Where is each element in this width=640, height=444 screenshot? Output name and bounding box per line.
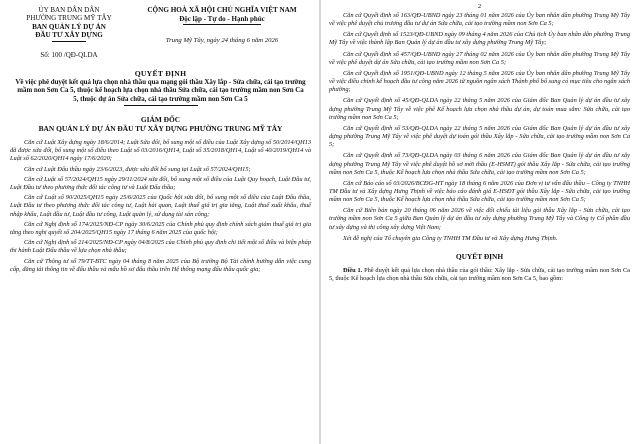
legal-basis-paragraph: Căn cứ Quyết định số 1951/QĐ-UBND ngày 12 tháng 5 năm 2026 của Ủy ban nhân dân phường Trung Mỹ Tây về việc điều chỉnh kế hoạch đầu tư công năm 2026 từ nguồn ngân sách Thành phố bổ sung có mục tiêu cho ngân sách phường; xyxy=(329,69,630,94)
decision-subject: Về việc phê duyệt kết quả lựa chọn nhà thầu qua mạng gói thầu Xây lắp - Sửa chữa, cải tạo trường mầm non Sơn Ca 5, thuộc kế hoạch lựa chọn nhà thầu Sửa chữa, cải tạo trường mầm non Sơn Ca 5, thuộc dự án Sửa chữa, cải tạo trường mầm non Sơn Ca 5 xyxy=(15,79,306,103)
article-1-text: Phê duyệt kết quả lựa chọn nhà thầu của gói thầu: Xây lắp - Sửa chữa, cải tạo trường mầm non Sơn Ca 5, thuộc Kế hoạch lựa chọn nhà thầu Sửa chữa, cải tạo trường mầm non Sơn Ca 5, bao gồm: xyxy=(329,266,630,283)
page-2 xyxy=(321,0,640,444)
legal-basis-list xyxy=(10,139,311,274)
authority-body: BAN QUẢN LÝ DỰ ÁN ĐẦU TƯ XÂY DỰNG PHƯỜNG TRUNG MỸ TÂY xyxy=(38,123,283,133)
motto-underline xyxy=(183,24,261,25)
legal-basis-paragraph: Căn cứ Quyết định số 163/QĐ-UBND ngày 23 tháng 01 năm 2026 của Ủy ban nhân dân phường Trung Mỹ Tây về việc phê duyệt chủ trương đầu tư dự án Sửa chữa, cải tạo trường mầm non Sơn Ca 5; xyxy=(329,12,630,28)
decision-heading: QUYẾT ĐỊNH xyxy=(455,251,504,261)
legal-basis-paragraph: Căn cứ Luật số 90/2025/QH15 ngày 25/6/2025 của Quốc hội sửa đổi, bổ sung một số điều của Luật Đấu thầu, Luật Đầu tư theo phương thức đối tác công tư, Luật hải quan, Luật thuế giá trị gia tăng, Luật thuế xuất khẩu, thuế nhập khẩu, Luật đầu tư, Luật đầu tư công, Luật quản lý, sử dụng tài sản công; xyxy=(10,194,311,218)
legal-basis-paragraph: Căn cứ Báo cáo số 03/2026/BCĐG-HT ngày 18 tháng 6 năm 2026 của Đơn vị tư vấn đấu thầu – Công ty TNHH TM Đầu tư và Xây dựng Hưng Thịnh về việc báo cáo đánh giá E-HSĐT gói thầu Xây lắp - Sửa chữa, cải tạo trường mầm non Sơn Ca 5, thuộc Kế hoạch lựa chọn nhà thầu Sửa chữa, cải tạo trường mầm non Sơn Ca 5; xyxy=(329,179,630,204)
legal-basis-list-continued xyxy=(329,12,630,243)
agency-line-1: ỦY BAN DÂN DÂN xyxy=(38,6,100,14)
article-1-label: Điều 1. xyxy=(343,266,363,274)
legal-basis-paragraph: Căn cứ Nghị định số 214/2025/NĐ-CP ngày 04/8/2025 của Chính phủ quy định chi tiết một số điều và biện pháp thi hành Luật Đấu thầu về lựa chọn nhà thầu; xyxy=(10,239,311,255)
subject-underline xyxy=(124,105,198,106)
issue-date: Trung Mỹ Tây, ngày 24 tháng 6 năm 2026 xyxy=(165,37,279,44)
authority-title: GIÁM ĐỐC xyxy=(140,114,181,124)
legal-basis-paragraph: Căn cứ Luật số 57/2024/QH15 ngày 29/11/2024 sửa đổi, bổ sung một số điều của Luật Quy hoạch, Luật Đầu tư, Luật Đầu tư theo phương thức đối tác công tư và Luật Đấu thầu; xyxy=(10,175,311,191)
legal-basis-paragraph: Căn cứ Quyết định số 1523/QĐ-UBND ngày 09 tháng 4 năm 2026 của Chủ tịch Ủy ban nhân dân phường Trung Mỹ Tây về việc thành lập Ban Quản lý dự án đầu tư xây dựng phường Trung Mỹ Tây; xyxy=(329,31,630,47)
legal-basis-paragraph: Căn cứ Quyết định số 457/QĐ-UBND ngày 27 tháng 02 năm 2026 của Ủy ban nhân dân phường Trung Mỹ Tây về việc phê duyệt dự án Sửa chữa, cải tạo trường mầm non Sơn Ca 5; xyxy=(329,50,630,66)
decision-title: QUYẾT ĐỊNH xyxy=(134,69,187,79)
agency-line-2: PHƯỜNG TRUNG MỸ TÂY xyxy=(26,14,112,23)
page-number: 2 xyxy=(477,3,482,10)
legal-basis-paragraph: Căn cứ Biên bản ngày 20 tháng 06 năm 2026 về việc đối chiếu tài liệu gói thầu Xây lắp - Sửa chữa, cải tạo trường mầm non Sơn Ca 5 giữa Ban Quản lý dự án đầu tư xây dựng phường Trung Mỹ Tây và Công ty Cổ phần đầu tư xây dựng và thi công xây dựng Việt Nam; xyxy=(329,207,630,231)
legal-basis-paragraph: Căn cứ Nghị định số 174/2025/NĐ-CP ngày 30/6/2025 của Chính phủ quy định chính sách giảm thuế giá trị gia tăng theo nghị quyết số 204/2025/QH15 ngày 17 tháng 6 năm 2025 của quốc hội; xyxy=(10,220,311,236)
agency-underline xyxy=(52,41,86,42)
document-number: Số: 100 /QĐ-QLDA xyxy=(40,50,98,59)
legal-basis-paragraph: Căn cứ Quyết định số 45/QĐ-QLDA ngày 22 tháng 5 năm 2026 của Giám đốc Ban Quản lý dự án đầu tư xây dựng phường Trung Mỹ Tây về việc phê Kế hoạch lựa chọn nhà thầu dự án, dự toán mua sắm: Sửa chữa, cải tạo trường mầm non Sơn Ca 5; xyxy=(329,97,630,121)
proposal-paragraph: Xét đề nghị của Tổ chuyên gia Công ty TNHH TM Đầu tư và Xây dựng Hưng Thịnh. xyxy=(343,234,558,242)
article-1 xyxy=(329,267,630,283)
page-1 xyxy=(0,0,319,444)
agency-name-line-2: ĐẦU TƯ XÂY DỰNG xyxy=(35,31,103,40)
legal-basis-paragraph: Căn cứ Quyết định số 53/QĐ-QLDA ngày 22 tháng 5 năm 2026 của Giám đốc Ban Quản lý dự án đầu tư xây dựng phường Trung Mỹ Tây về việc phê duyệt dự toán gói thầu Xây lắp - Sửa chữa, cải tạo trường mầm non Sơn Ca 5; xyxy=(329,124,630,149)
national-motto: Độc lập - Tự do - Hạnh phúc xyxy=(179,15,265,23)
legal-basis-paragraph: Căn cứ Luật Xây dựng ngày 18/6/2014; Luật Sửa đổi, bổ sung một số điều của Luật Xây dựng số 50/2014/QH13 đã được sửa đổi, bổ sung một số điều theo Luật số 03/2016/QH14, Luật số 35/2018/QH14, Luật số 40/2019/QH14 và Luật số 62/2020/QH14 ngày 17/6/2020; xyxy=(10,138,311,163)
issuing-agency-block xyxy=(10,6,128,59)
legal-basis-paragraph: Căn cứ Thông tư số 79/TT-BTC ngày 04 tháng 8 năm 2025 của Bộ trưởng Bộ Tài chính hướng dẫn việc cung cấp, đăng tải thông tin về đấu thầu và mẫu hồ sơ đấu thầu trên Hệ thống mạng đấu thầu quốc gia; xyxy=(10,257,311,273)
national-title: CỘNG HOÀ XÃ HỘI CHỦ NGHĨA VIỆT NAM xyxy=(147,6,297,14)
national-header-block xyxy=(133,6,311,59)
legal-basis-paragraph: Căn cứ Quyết định số 73/QĐ-QLDA ngày 03 tháng 6 năm 2026 của Giám đốc Ban Quản lý dự án đầu tư xây dựng phường Trung Mỹ Tây về việc phê duyệt hồ sơ mời thầu (E-HSMT) gói thầu Xây lắp - Sửa chữa, cải tạo trường mầm non Sơn Ca 5, thuộc Kế hoạch lựa chọn nhà thầu Sửa chữa, cải tạo trường mầm non Sơn Ca 5; xyxy=(329,152,630,176)
legal-basis-paragraph: Căn cứ Luật Đấu thầu ngày 23/6/2023, được sửa đổi bổ sung tại Luật số 57/2024/QH15; xyxy=(24,165,251,173)
agency-name-line-1: BAN QUẢN LÝ DỰ ÁN xyxy=(32,22,106,31)
letterhead xyxy=(10,6,311,59)
